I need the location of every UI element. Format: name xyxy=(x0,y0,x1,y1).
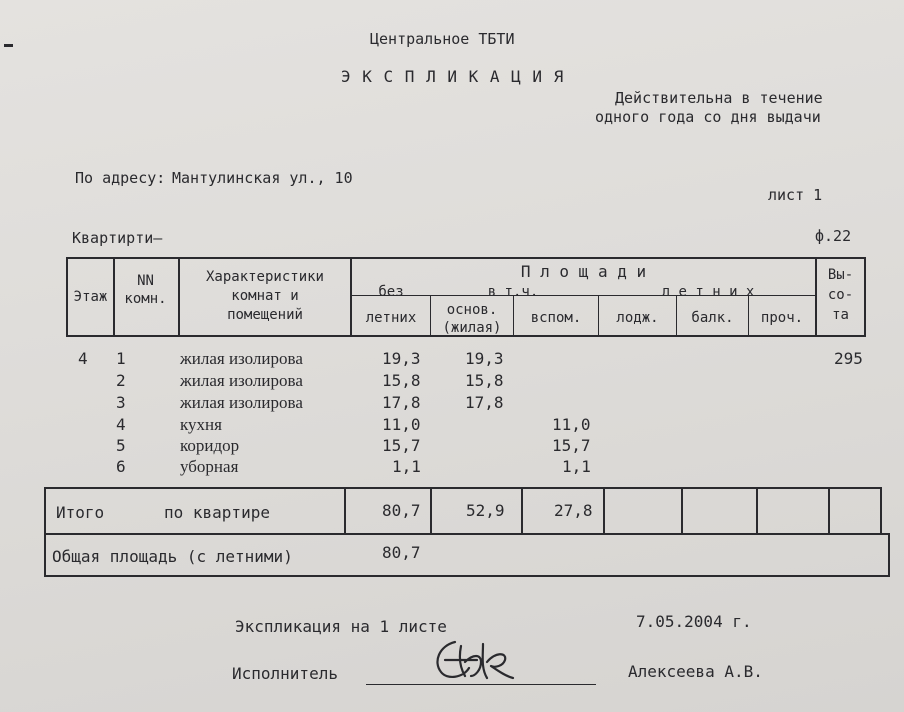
col-height-2: со- xyxy=(827,287,854,303)
col-balcony: балк. xyxy=(691,310,734,326)
col-aux: вспом. xyxy=(530,310,582,326)
summary-main: 52,9 xyxy=(466,501,505,520)
summary-label-2: по квартире xyxy=(164,503,270,522)
table-row xyxy=(0,371,904,393)
row-name: кухня xyxy=(180,415,222,434)
table-row xyxy=(0,436,904,458)
col-summer-sub: летних xyxy=(365,310,417,326)
paper-mark xyxy=(4,44,13,47)
summary-total: 80,7 xyxy=(382,501,421,520)
row-total: 1,1 xyxy=(392,457,421,476)
table-row xyxy=(0,457,904,479)
row-total: 19,3 xyxy=(382,349,421,368)
summary-row xyxy=(44,487,882,535)
col-main-1: основ. xyxy=(446,302,498,318)
grand-total-value: 80,7 xyxy=(382,543,421,562)
address-label: По адресу: xyxy=(75,169,166,187)
row-number: 2 xyxy=(116,371,126,390)
col-characteristics-2: комнат и xyxy=(231,288,299,304)
row-name: коридор xyxy=(180,436,240,455)
col-loggia: лодж. xyxy=(616,310,659,326)
executor-label: Исполнитель xyxy=(232,664,338,683)
row-total: 17,8 xyxy=(382,393,421,412)
col-characteristics-1: Характеристики xyxy=(205,269,324,285)
col-including: в т.ч. xyxy=(487,284,539,300)
row-name: жилая изолирова xyxy=(180,393,303,412)
form-number: ф.22 xyxy=(815,227,852,245)
row-number: 3 xyxy=(116,393,126,412)
table-row xyxy=(0,349,904,371)
row-number: 6 xyxy=(116,457,126,476)
row-aux: 15,7 xyxy=(552,436,591,455)
signature-icon xyxy=(425,632,525,688)
row-number: 1 xyxy=(116,349,126,368)
col-height-3: та xyxy=(832,307,849,323)
col-summer: л е т н и х xyxy=(661,284,755,300)
col-height-1: Вы- xyxy=(827,267,854,283)
grand-total-row xyxy=(44,533,890,577)
table-row xyxy=(0,393,904,415)
col-floor: Этаж xyxy=(73,289,108,305)
col-other: проч. xyxy=(760,310,804,326)
row-total: 15,7 xyxy=(382,436,421,455)
row-main: 15,8 xyxy=(465,371,504,390)
executor-name: Алексеева А.В. xyxy=(628,662,763,681)
row-total: 15,8 xyxy=(382,371,421,390)
row-main: 17,8 xyxy=(465,393,504,412)
row-floor: 4 xyxy=(78,349,88,368)
sheets-note: Экспликация на 1 листе xyxy=(235,617,447,636)
document-date: 7.05.2004 г. xyxy=(636,612,752,631)
address-value: Мантулинская ул., 10 xyxy=(172,169,353,187)
row-aux: 11,0 xyxy=(552,415,591,434)
summary-aux: 27,8 xyxy=(554,501,593,520)
summary-label-1: Итого xyxy=(56,503,105,522)
validity-line-2: одного года со дня выдачи xyxy=(595,108,821,126)
col-areas: П л о щ а д и xyxy=(520,262,647,281)
col-room-no-1: NN xyxy=(137,273,154,289)
col-room-no-2: комн. xyxy=(124,291,167,307)
column-header-table xyxy=(66,257,866,337)
row-main: 19,3 xyxy=(465,349,504,368)
sheet-number: лист 1 xyxy=(768,186,823,204)
row-number: 5 xyxy=(116,436,126,455)
apartment-label: Квартирти– xyxy=(72,229,163,247)
col-characteristics-3: помещений xyxy=(227,307,303,323)
validity-line-1: Действительна в течение xyxy=(615,89,823,107)
row-name: уборная xyxy=(180,457,239,476)
row-total: 11,0 xyxy=(382,415,421,434)
grand-total-label: Общая площадь (с летними) xyxy=(52,547,293,566)
row-aux: 1,1 xyxy=(562,457,591,476)
row-height: 295 xyxy=(834,349,863,368)
col-without: без xyxy=(378,284,404,300)
organization-name: Центральное ТБТИ xyxy=(370,30,515,48)
row-name: жилая изолирова xyxy=(180,371,303,390)
document-title: Э К С П Л И К А Ц И Я xyxy=(341,67,565,86)
col-main-2: (жилая) xyxy=(442,320,502,336)
row-name: жилая изолирова xyxy=(180,349,303,368)
table-row xyxy=(0,415,904,437)
row-number: 4 xyxy=(116,415,126,434)
